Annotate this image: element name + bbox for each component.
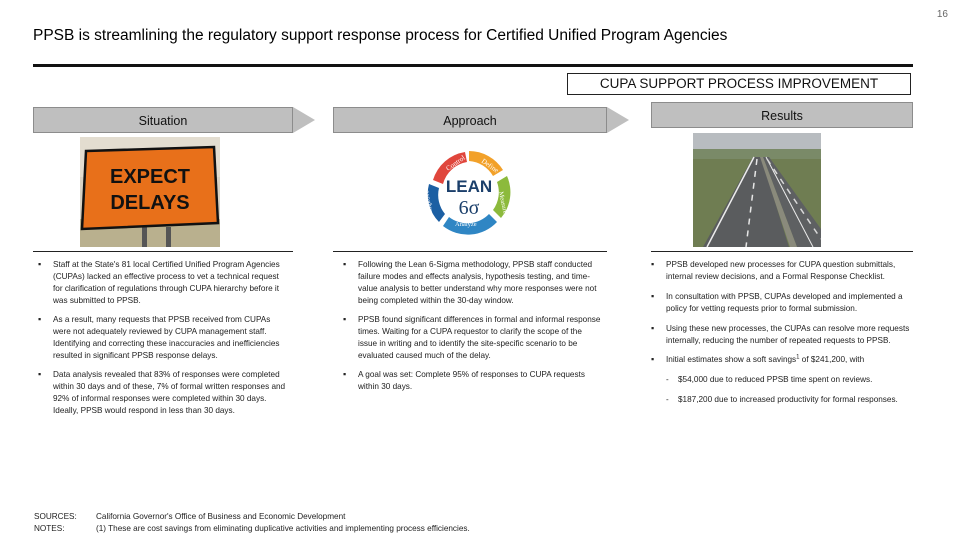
- savings-prefix: Initial estimates show a soft savings: [666, 355, 797, 365]
- situation-header: Situation: [33, 107, 293, 133]
- savings-item: [651, 354, 913, 406]
- sources-text: California Governor's Office of Business and Economic Development: [96, 512, 346, 521]
- highway-road-image: [693, 133, 821, 247]
- segment-control: Control: [444, 153, 467, 173]
- page-title: PPSB is streamlining the regulatory support response process for Certified Unified Program Agencies: [33, 27, 728, 44]
- segment-measure: Measure: [497, 190, 509, 215]
- notes-line: [34, 524, 470, 533]
- list-item: ▪ As a result, many requests that PPSB received from CUPAs were not adequately reviewed by CUPA management staff. Identifying and correcting these inaccuracies and inefficiencies resulted in significant PPSB response delays.: [38, 314, 290, 362]
- page-number: 16: [936, 9, 948, 20]
- list-item: ▪ Data analysis revealed that 83% of responses were completed within 30 days and of these, 7% of formal written responses and 92% of informal responses were completed within 30 days. Ideally, PPSB would respond in less than 30 days.: [38, 369, 290, 417]
- column-divider: [33, 251, 293, 252]
- column-divider: [333, 251, 607, 252]
- list-item: ▪ In consultation with PPSB, CUPAs developed and implemented a policy for vetting requests prior to formal submission.: [651, 291, 913, 315]
- list-item: ▪ Using these new processes, the CUPAs can resolve more requests internally, reducing the number of repeated requests to PPSB.: [651, 323, 913, 347]
- notes-text: (1) These are cost savings from eliminating duplicative activities and implementing process efficiencies.: [96, 524, 470, 533]
- approach-bullet-list: [343, 259, 603, 401]
- footnote-mark: 1: [796, 354, 800, 361]
- sources-label: SOURCES:: [34, 512, 77, 521]
- results-bullet-list: [651, 259, 913, 414]
- lean-six-sigma-cycle-image: [413, 140, 525, 248]
- segment-analyze: Analyze: [455, 221, 477, 228]
- savings-breakdown-list: [666, 374, 913, 406]
- list-item: ▪ PPSB developed new processes for CUPA question submittals, internal review decisions, and a Formal Response Checklist.: [651, 259, 913, 283]
- segment-define: Define: [479, 157, 501, 175]
- list-item: ▪ Following the Lean 6-Sigma methodology, PPSB staff conducted failure modes and effects analysis, hypothesis testing, and time-value analysis to better understand why more responses were not being completed within the 30-day window.: [343, 259, 603, 307]
- savings-suffix: of $241,200, with: [799, 355, 865, 365]
- sources-line: [34, 512, 345, 521]
- results-header: Results: [651, 102, 913, 128]
- six-sigma-symbol: 6σ: [458, 197, 480, 219]
- list-item: - $187,200 due to increased productivity for formal responses.: [666, 394, 913, 406]
- sign-text-delays: DELAYS: [110, 192, 190, 214]
- situation-bullet-list: [38, 259, 290, 424]
- column-divider: [651, 251, 913, 252]
- list-item: ▪ A goal was set: Complete 95% of responses to CUPA requests within 30 days.: [343, 369, 603, 393]
- segment-improve: Improve: [423, 189, 434, 213]
- notes-label: NOTES:: [34, 524, 65, 533]
- list-item: - $54,000 due to reduced PPSB time spent on reviews.: [666, 374, 913, 386]
- list-item: ▪ PPSB found significant differences in formal and informal response times. Waiting for a CUPA requestor to clarify the scope of the issue in writing and to identify the site-specific scenario to be evaluated caused much of the delay.: [343, 314, 603, 362]
- sign-text-expect: EXPECT: [109, 166, 191, 188]
- lean-word: LEAN: [445, 177, 493, 196]
- chevron-arrow-icon: [607, 107, 629, 133]
- approach-header: Approach: [333, 107, 607, 133]
- chevron-arrow-icon: [293, 107, 315, 133]
- section-banner: CUPA SUPPORT PROCESS IMPROVEMENT: [567, 73, 911, 95]
- title-divider: [33, 64, 913, 67]
- expect-delays-sign-image: [80, 137, 220, 247]
- list-item: ▪ Staff at the State's 81 local Certified Unified Program Agencies (CUPAs) lacked an effective process to vet a technical request for clarification of regulations through CUPA hierarchy before it was submitted to PPSB.: [38, 259, 290, 307]
